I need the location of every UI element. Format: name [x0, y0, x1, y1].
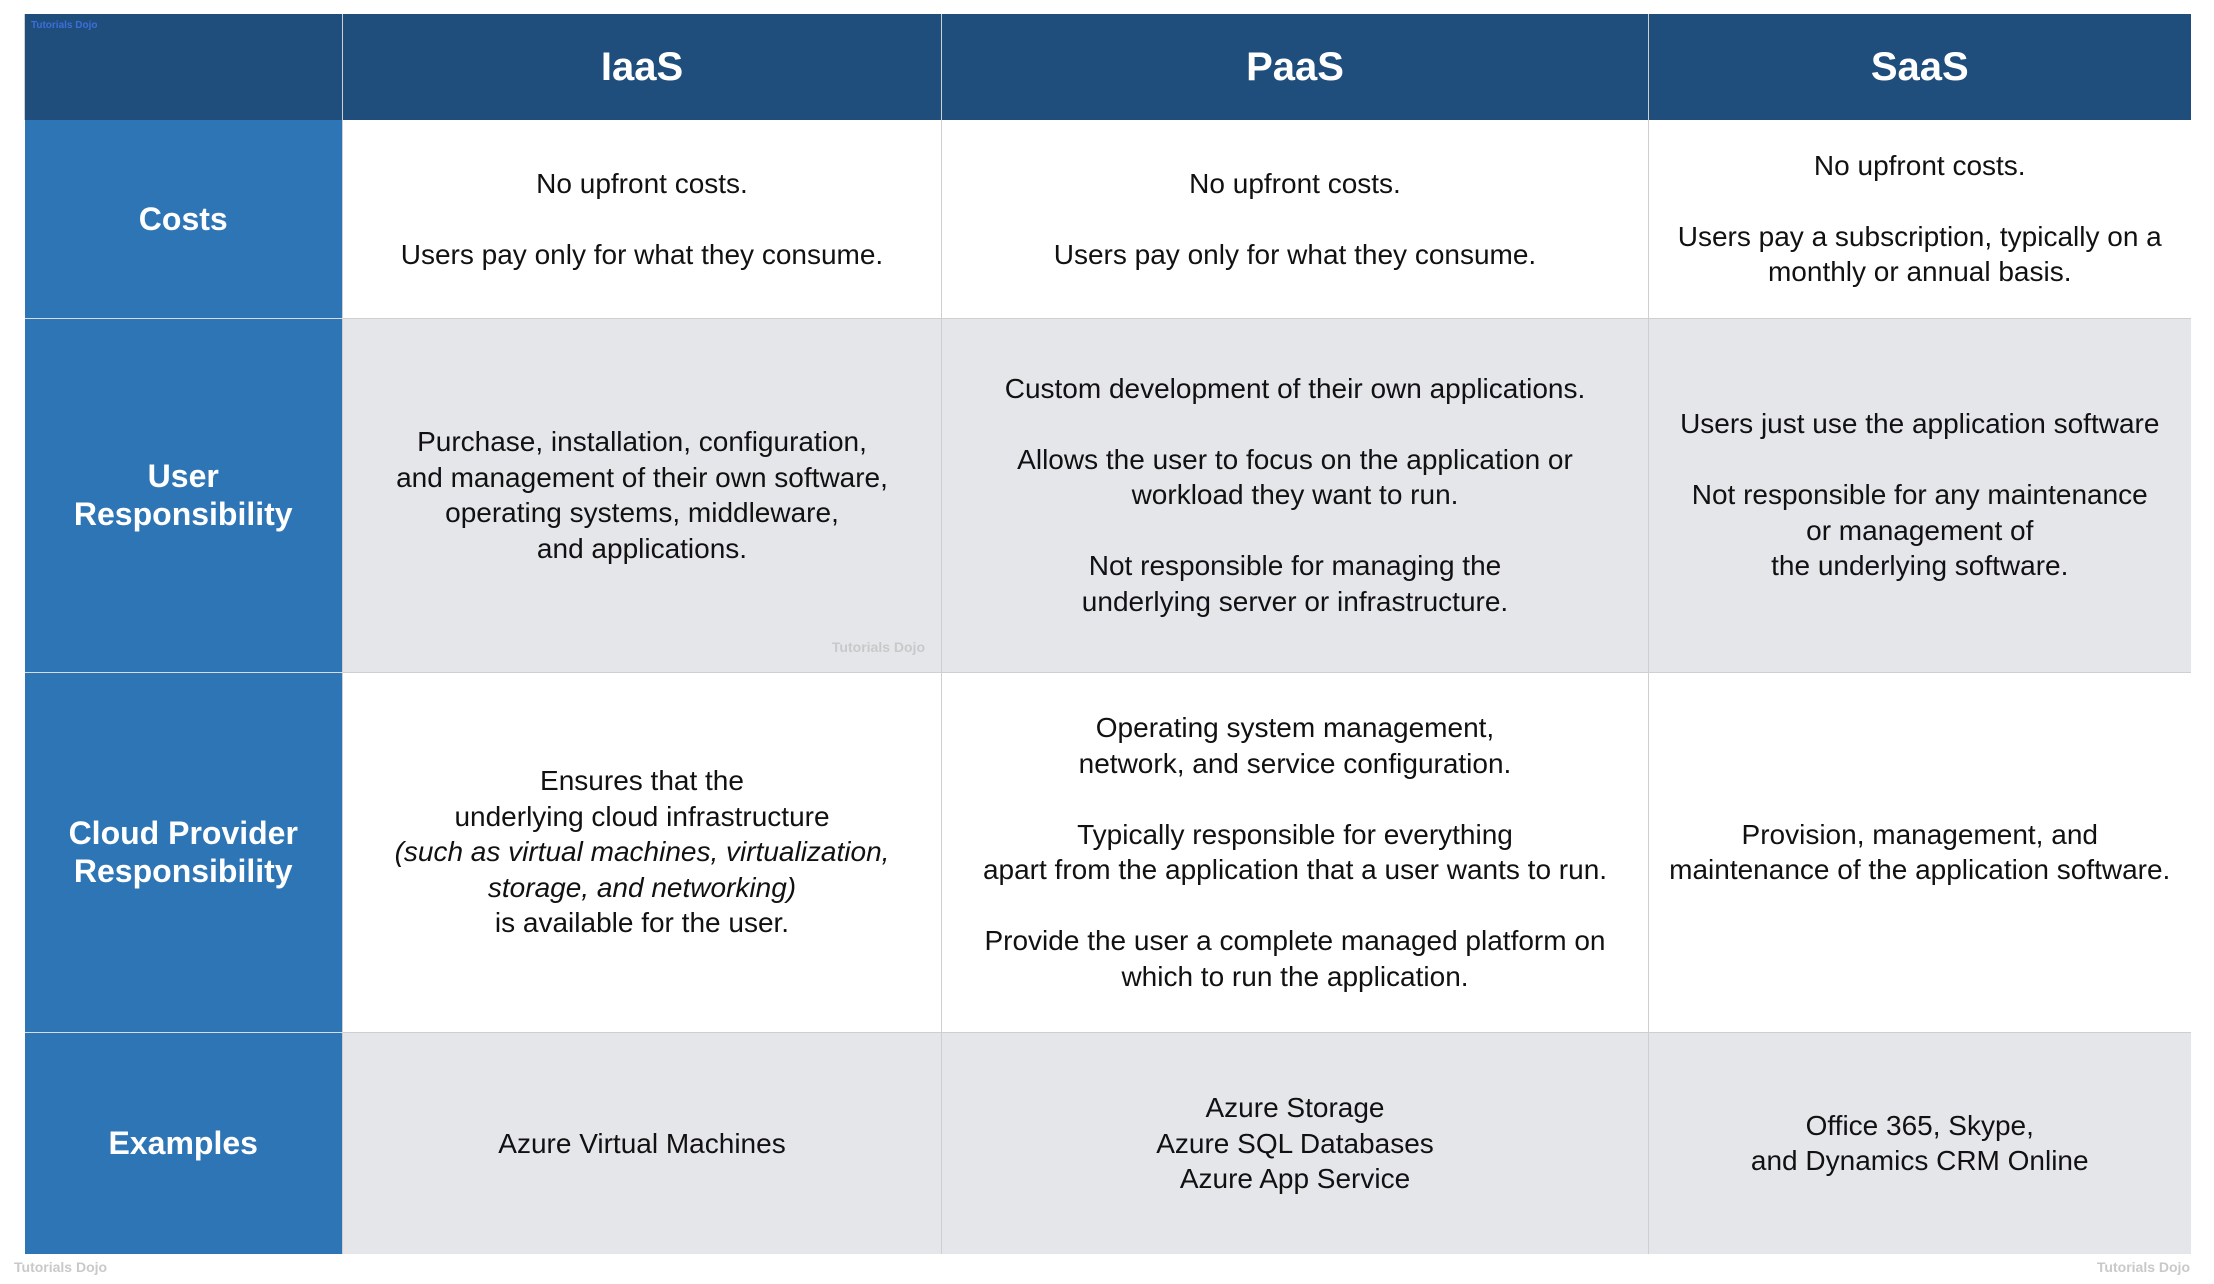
row-cloud-provider-responsibility [25, 672, 2191, 1032]
cell-line: Office 365, Skype, [1805, 1109, 2034, 1141]
cell-watermark: Tutorials Dojo [831, 639, 925, 655]
cell-line: monthly or annual basis. [1767, 256, 2072, 288]
cell-line: or management of [1806, 514, 2034, 546]
header-row [25, 14, 2191, 120]
cell-line-italic: (such as virtual machines, virtualization, [394, 836, 890, 868]
row-header-line: Responsibility [73, 853, 293, 889]
cell-line [952, 513, 1638, 549]
cell-line: No upfront costs. [536, 167, 748, 199]
cell-line: network, and service configuration. [1078, 747, 1512, 779]
cell-line: No upfront costs. [1813, 149, 2026, 181]
cell-user-responsibility-saas [1649, 318, 2191, 672]
row-costs [25, 120, 2191, 318]
cell-line: Users pay only for what they consume. [400, 238, 884, 270]
cell-examples-saas [1649, 1032, 2191, 1254]
row-header-user-responsibility [25, 318, 343, 672]
cell-line: the underlying software. [1771, 550, 2069, 582]
row-header-line: Cloud Provider [68, 815, 298, 851]
cell-line: and management of their own software, [396, 461, 888, 493]
cell-line [952, 201, 1638, 237]
row-user-responsibility [25, 318, 2191, 672]
header-corner [25, 14, 343, 120]
cell-line: Operating system management, [1095, 712, 1495, 743]
cell-costs-iaas [343, 120, 942, 318]
cell-line: Azure Storage [1205, 1092, 1385, 1123]
footer-watermark-right: Tutorials Dojo [2096, 1259, 2190, 1275]
cell-line: and applications. [536, 532, 748, 564]
cell-line: which to run the application. [1121, 960, 1469, 992]
cell-line-italic: storage, and networking) [487, 871, 797, 903]
comparison-table [24, 14, 2191, 1254]
cell-line: No upfront costs. [1189, 167, 1401, 199]
cell-line [1659, 442, 2181, 478]
cell-line [952, 781, 1638, 817]
cell-line: Users pay only for what they consume. [1053, 238, 1537, 270]
cell-line [952, 888, 1638, 924]
cell-line: Typically responsible for everything [1077, 818, 1513, 850]
row-header-line: Examples [108, 1125, 258, 1162]
row-header-costs [25, 120, 343, 318]
cell-line: is available for the user. [494, 907, 790, 939]
row-examples [25, 1032, 2191, 1254]
cell-line: workload they want to run. [1131, 479, 1459, 511]
cell-line: and Dynamics CRM Online [1750, 1145, 2089, 1177]
row-header-examples [25, 1032, 343, 1254]
cell-costs-saas [1649, 120, 2191, 318]
row-header-line: Responsibility [73, 496, 293, 532]
cell-line: Ensures that the [540, 765, 744, 797]
header-saas: SaaS [1649, 14, 2191, 120]
cell-line [353, 201, 931, 237]
cell-user-responsibility-iaas [343, 318, 942, 672]
cell-user-responsibility-paas [942, 318, 1649, 672]
cell-line: Users pay a subscription, typically on a [1677, 220, 2162, 252]
cell-examples-paas [942, 1032, 1649, 1254]
cell-line: apart from the application that a user wants to run. [982, 854, 1608, 885]
cell-line: Azure App Service [1179, 1163, 1411, 1194]
cell-line: underlying server or infrastructure. [1081, 585, 1509, 617]
cell-examples-iaas [343, 1032, 942, 1254]
row-header-line: User [147, 458, 219, 494]
row-header-line: Costs [138, 200, 228, 237]
cell-line: Users just use the application software [1680, 408, 2160, 440]
corner-watermark: Tutorials Dojo [31, 20, 98, 31]
cell-cloud-provider-paas [942, 672, 1649, 1032]
cell-line: Custom development of their own applications. [1004, 372, 1586, 404]
cell-cloud-provider-saas [1649, 672, 2191, 1032]
header-iaas: IaaS [343, 14, 942, 120]
cell-line: Provision, management, and [1741, 818, 2098, 850]
cell-line: Provide the user a complete managed platform on [984, 925, 1606, 956]
footer-watermark-left: Tutorials Dojo [14, 1259, 108, 1275]
cell-line: operating systems, middleware, [445, 497, 839, 528]
header-paas: PaaS [942, 14, 1649, 120]
cell-line: Allows the user to focus on the application or [1017, 443, 1573, 475]
cell-line [952, 406, 1638, 442]
cell-cloud-provider-iaas [343, 672, 942, 1032]
cell-line: Azure SQL Databases [1156, 1127, 1434, 1159]
cell-costs-paas [942, 120, 1649, 318]
cell-line: maintenance of the application software. [1669, 854, 2171, 885]
cell-line: Azure Virtual Machines [498, 1127, 786, 1159]
cell-line: Not responsible for any maintenance [1691, 479, 2148, 511]
cell-line [1659, 183, 2181, 219]
cell-line: underlying cloud infrastructure [454, 800, 830, 832]
cell-line: Purchase, installation, configuration, [417, 426, 867, 457]
row-header-cloud-provider-responsibility [25, 672, 343, 1032]
cell-line: Not responsible for managing the [1088, 550, 1502, 582]
